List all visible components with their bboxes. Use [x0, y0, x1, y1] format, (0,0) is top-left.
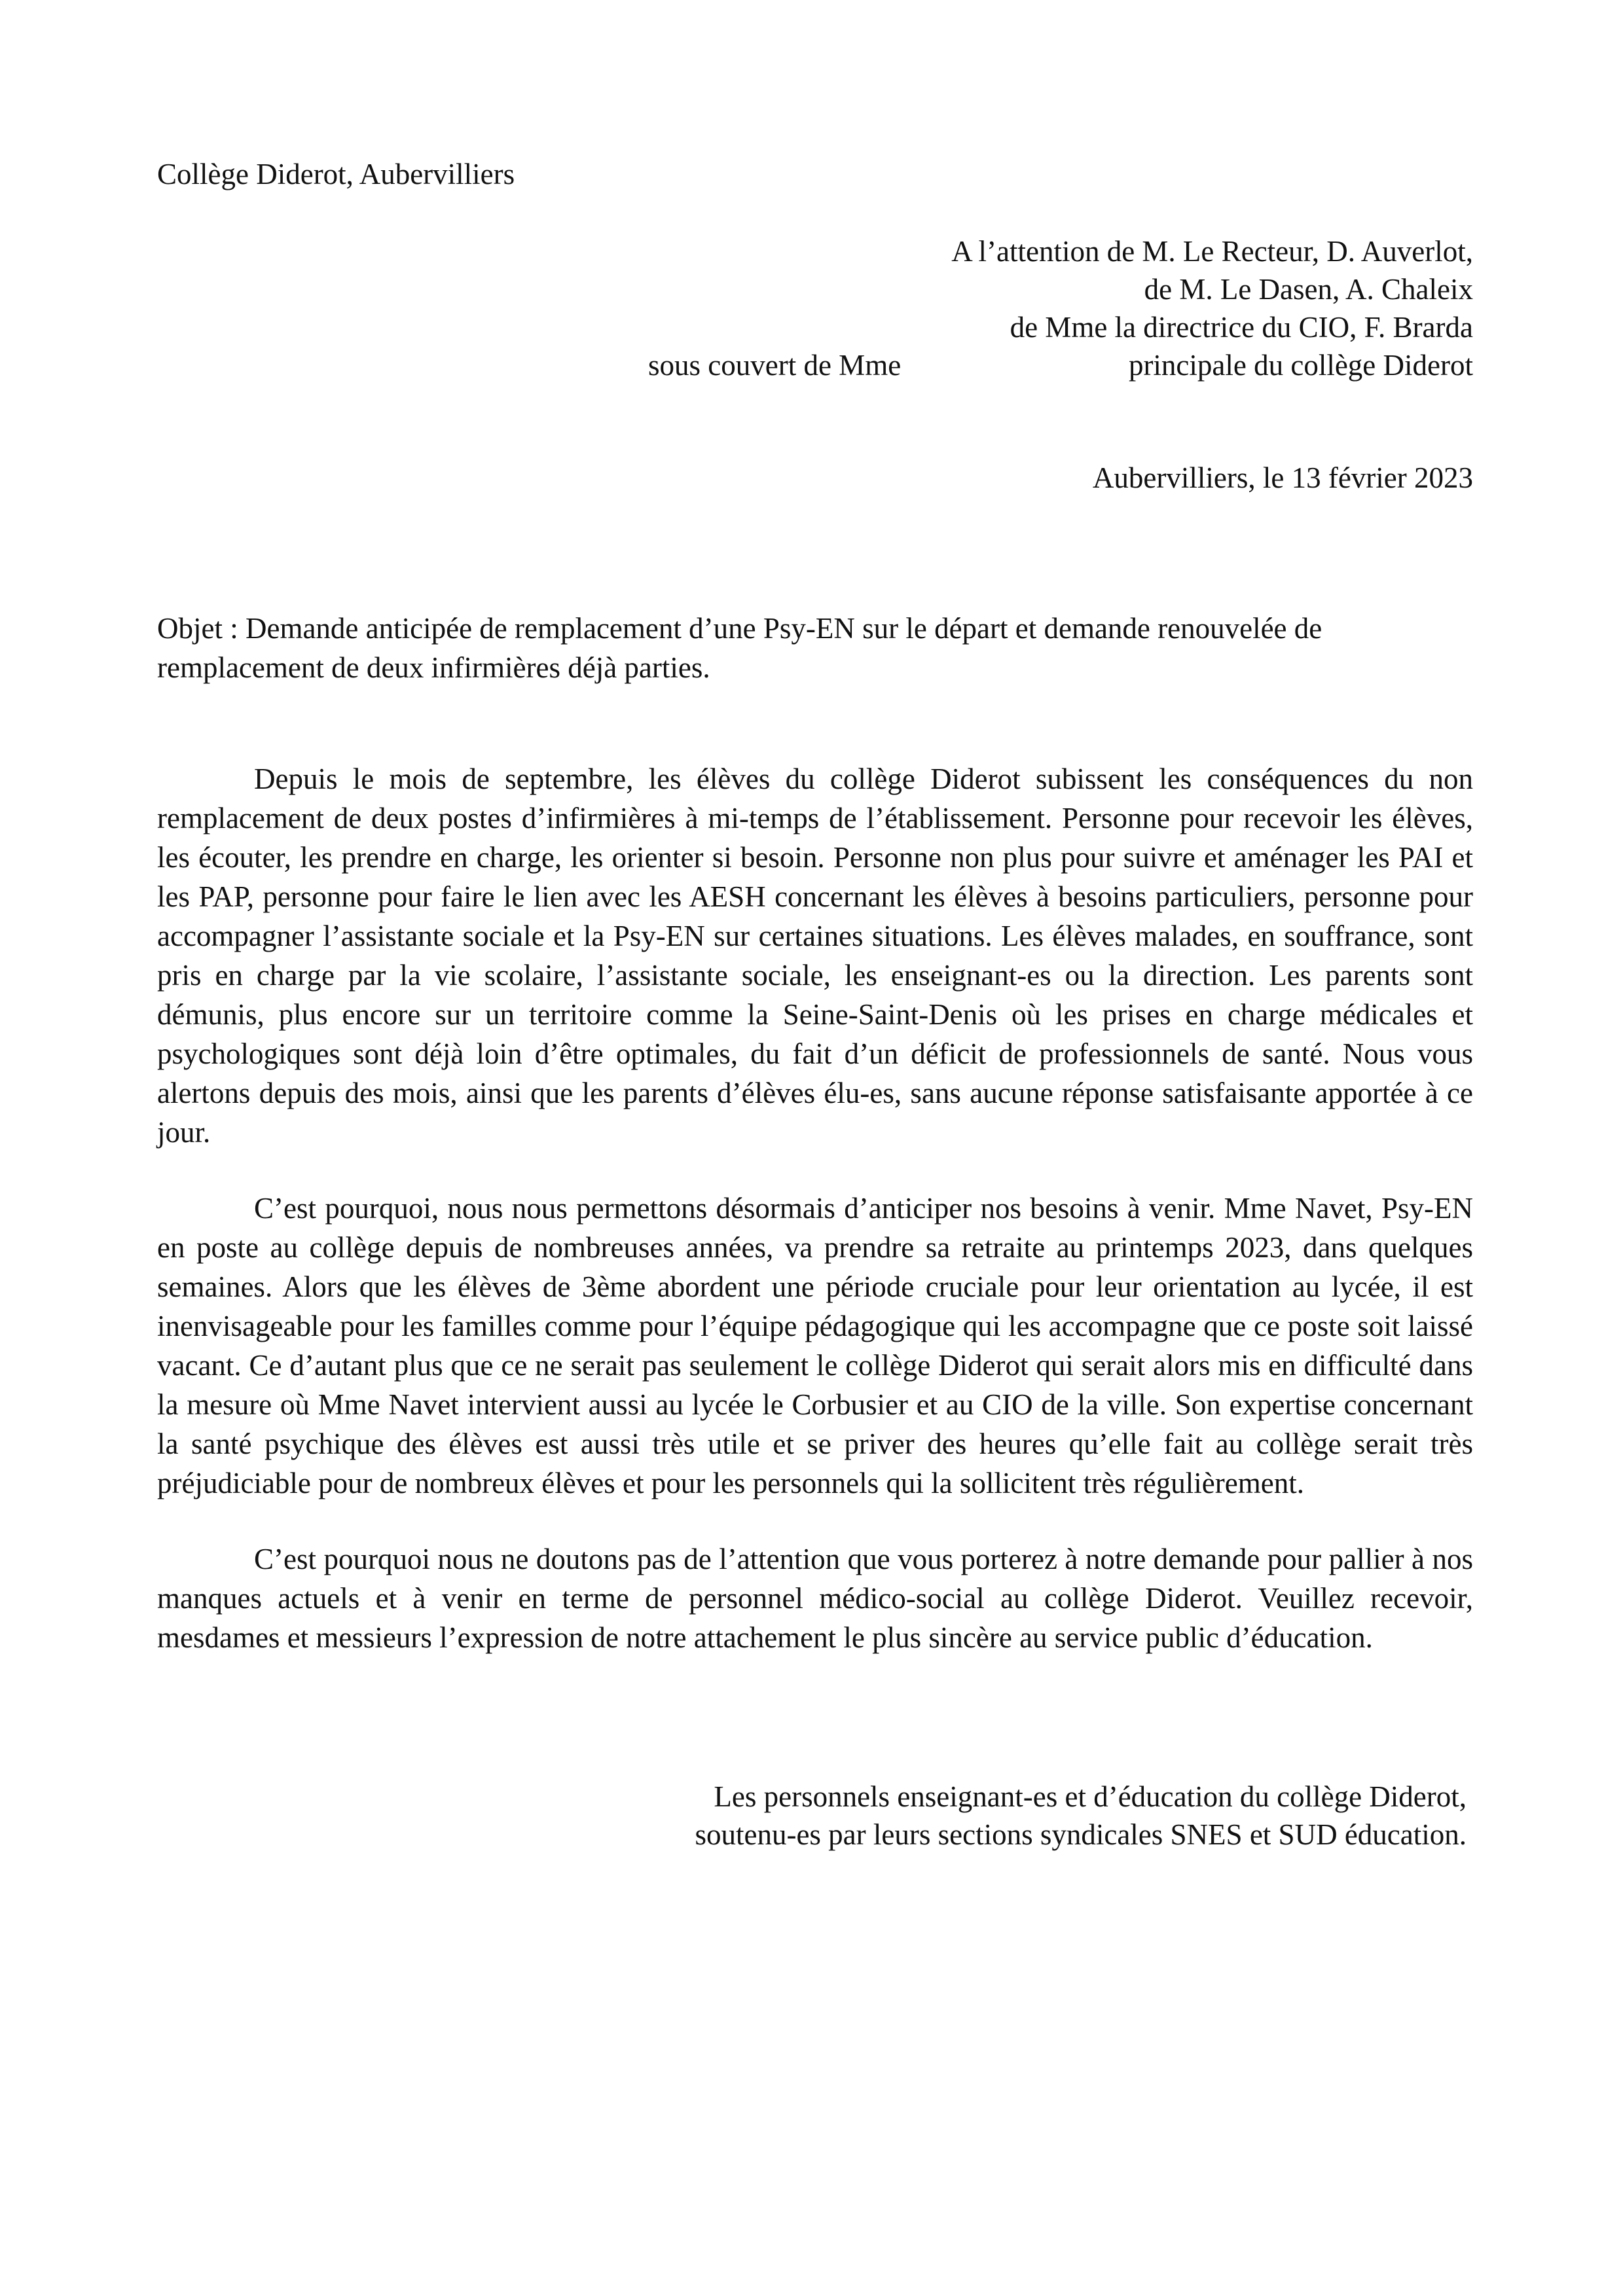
body-paragraph-3: C’est pourquoi nous ne doutons pas de l’attention que vous porterez à notre demande pour pallier à nos manques actuels et à venir en terme de personnel médico-social au collège Diderot. Veuillez recevoir, mesdames et messieurs l’expression de notre attachement le plus sincère au service public d’éducation.	[157, 1543, 1473, 1654]
body-paragraph-1: Depuis le mois de septembre, les élèves du collège Diderot subissent les conséquences du non remplacement de deux postes d’infirmières à mi-temps de l’établissement. Personne pour recevoir les élèves, les écouter, les prendre en charge, les orienter si besoin. Personne non plus pour suivre et aménager les PAI et les PAP, personne pour faire le lien avec les AESH concernant les élèves à besoins particuliers, personne pour accompagner l’assistante sociale et la Psy-EN sur certaines situations. Les élèves malades, en souffrance, sont pris en charge par la vie scolaire, l’assistante sociale, les enseignant-es ou la direction. Les parents sont démunis, plus encore sur un territoire comme la Seine-Saint-Denis où les prises en charge médicales et psychologiques sont déjà loin d’être optimales, du fait d’un déficit de professionnels de santé. Nous vous alertons depuis des mois, ainsi que les parents d’élèves élu-es, sans aucune réponse satisfaisante apportée à ce jour.	[157, 762, 1473, 1149]
signature-block	[157, 1778, 1467, 1854]
recipients-block	[157, 232, 1473, 384]
letter-date: Aubervilliers, le 13 février 2023	[1092, 461, 1473, 494]
recipient-principal-title: principale du collège Diderot	[1128, 349, 1473, 382]
sender-address: Collège Diderot, Aubervilliers	[157, 158, 515, 190]
body-paragraph-2: C’est pourquoi, nous nous permettons désormais d’anticiper nos besoins à venir. Mme Navet, Psy-EN en poste au collège depuis de nombreuses années, va prendre sa retraite au printemps 2023, dans quelques semaines. Alors que les élèves de 3ème abordent une période cruciale pour leur orientation au lycée, il est inenvisageable pour les familles comme pour l’équipe pédagogique qui les accompagne que ce poste soit laissé vacant. Ce d’autant plus que ce ne serait pas seulement le collège Diderot qui serait alors mis en difficulté dans la mesure où Mme Navet intervient aussi au lycée le Corbusier et au CIO de la ville. Son expertise concernant la santé psychique des élèves est aussi très utile et se priver des heures qu’elle fait au collège serait très préjudiciable pour de nombreux élèves et pour les personnels qui la sollicitent très régulièrement.	[157, 1192, 1473, 1499]
recipient-line-rector: A l’attention de M. Le Recteur, D. Auverlot,	[951, 235, 1473, 268]
recipient-line-cio: de Mme la directrice du CIO, F. Brarda	[1010, 311, 1473, 344]
letter-object: Objet : Demande anticipée de remplacement d’une Psy-EN sur le départ et demande renouvelée de remplacement de deux infirmières déjà parties.	[157, 612, 1322, 684]
recipient-principal-prefix: sous couvert de Mme	[648, 349, 902, 382]
signature-line-1: Les personnels enseignant-es et d’éducation du collège Diderot,	[714, 1780, 1467, 1813]
signature-line-2: soutenu-es par leurs sections syndicales SNES et SUD éducation.	[695, 1818, 1467, 1851]
recipient-line-dasen: de M. Le Dasen, A. Chaleix	[1144, 273, 1473, 306]
recipient-line-principal	[157, 346, 1473, 384]
letter-body	[157, 759, 1473, 1694]
